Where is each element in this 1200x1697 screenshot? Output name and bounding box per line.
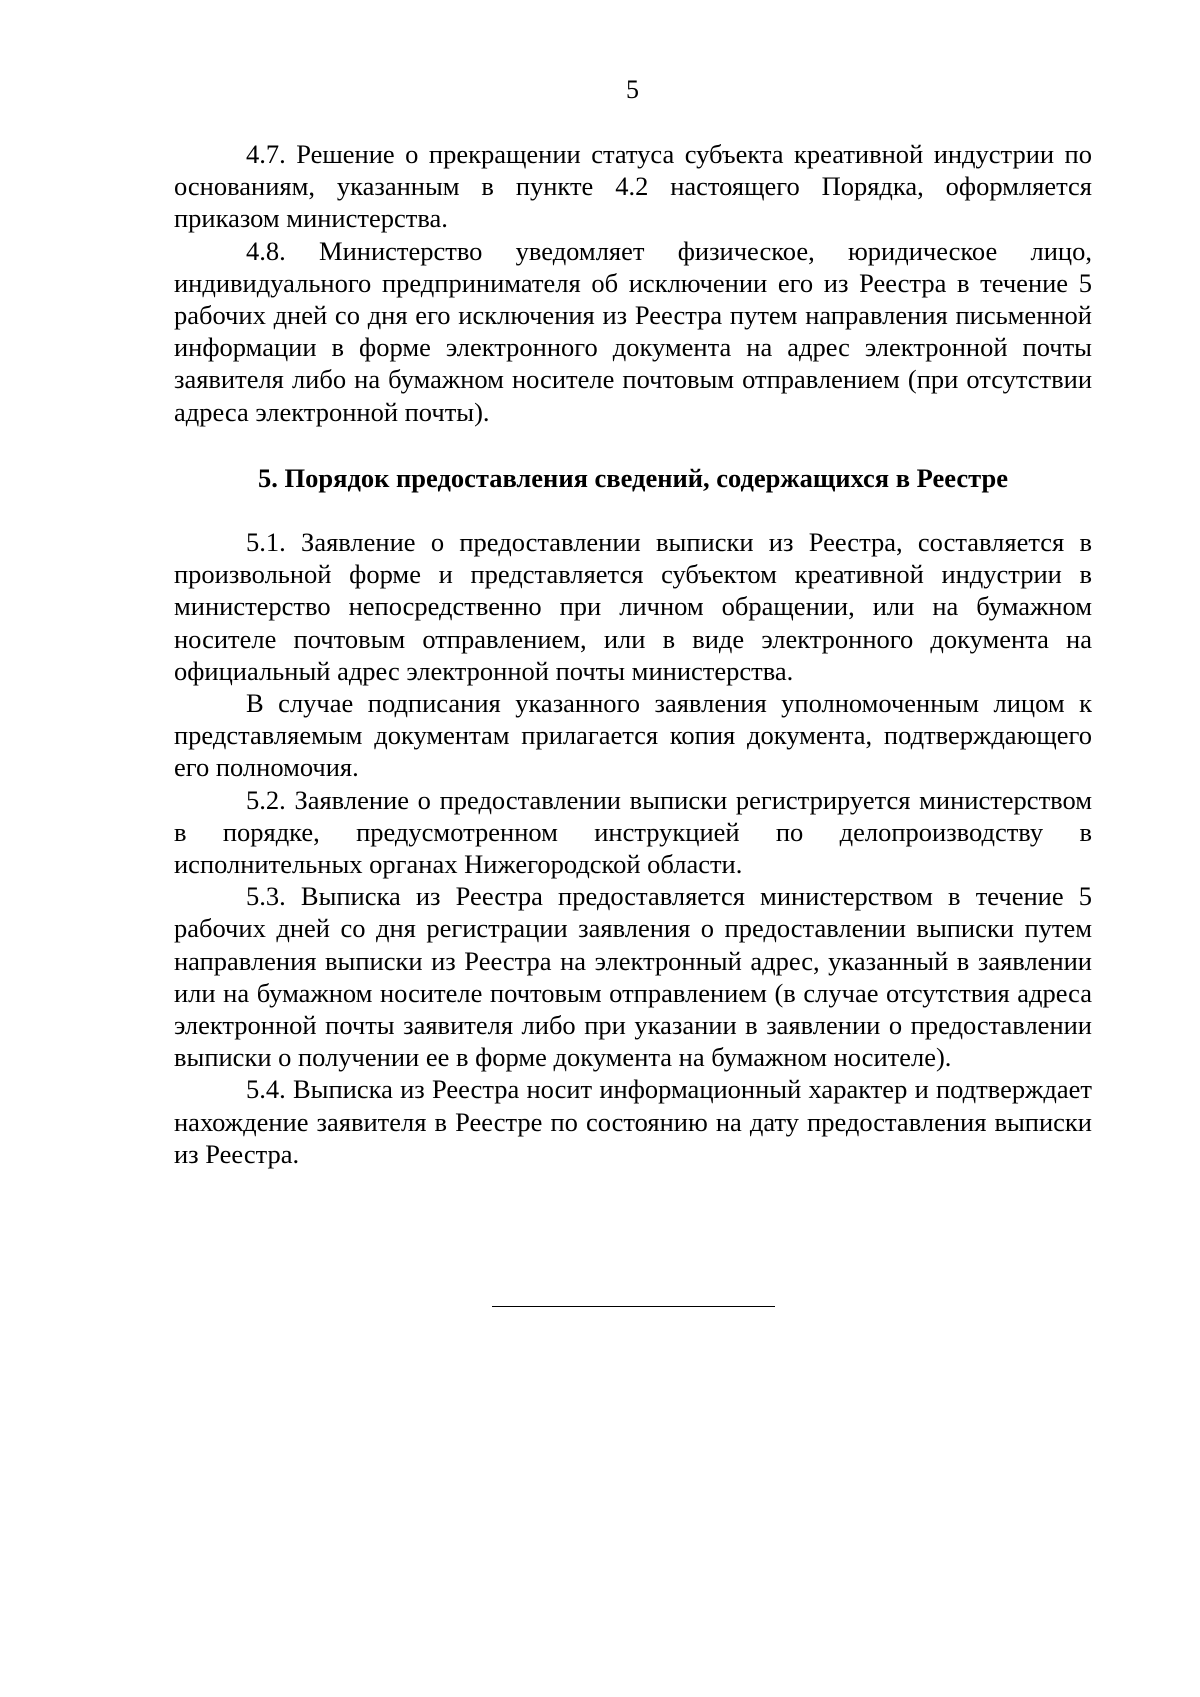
end-of-document-rule: [492, 1306, 775, 1307]
section-5-heading: 5. Порядок предоставления сведений, содержащихся в Реестре: [258, 462, 1008, 493]
paragraph-5-1: 5.1. Заявление о предоставлении выписки из Реестра, составляется в произвольной форме и представляется субъектом креативной индустрии в министерство непосредственно при личном обращении, или на бумажном носителе почтовым отправлением, или в виде электронного документа на официальный адрес электронной почты министерства.: [174, 527, 1092, 686]
paragraph-5-3: 5.3. Выписка из Реестра предоставляется министерством в течение 5 рабочих дней со дня регистрации заявления о предоставлении выписки путем направления выписки из Реестра на электронный адрес, указанный в заявлении или на бумажном носителе почтовым отправлением (в случае отсутствия адреса электронной почты заявителя либо при указании в заявлении о предоставлении выписки о получении ее в форме документа на бумажном носителе).: [174, 881, 1092, 1073]
paragraph-4-8: 4.8. Министерство уведомляет физическое, юридическое лицо, индивидуального предпринимателя об исключении его из Реестра в течение 5 рабочих дней со дня его исключения из Реестра путем направления письменной информации в форме электронного документа на адрес электронной почты заявителя либо на бумажном носителе почтовым отправлением (при отсутствии адреса электронной почты).: [174, 235, 1092, 427]
paragraph-5-1-authorized-person: В случае подписания указанного заявления уполномоченным лицом к представляемым документам прилагается копия документа, подтверждающего его полномочия.: [174, 688, 1092, 783]
paragraph-5-2: 5.2. Заявление о предоставлении выписки регистрируется министерством в порядке, предусмотренном инструкцией по делопроизводству в исполнительных органах Нижегородской области.: [174, 784, 1092, 880]
document-body: [174, 138, 1092, 1170]
paragraph-5-4: 5.4. Выписка из Реестра носит информационный характер и подтверждает нахождение заявителя в Реестре по состоянию на дату предоставления выписки из Реестра.: [174, 1074, 1092, 1169]
paragraph-4-7: 4.7. Решение о прекращении статуса субъекта креативной индустрии по основаниям, указанным в пункте 4.2 настоящего Порядка, оформляется приказом министерства.: [174, 139, 1092, 234]
page-number: 5: [626, 75, 639, 104]
